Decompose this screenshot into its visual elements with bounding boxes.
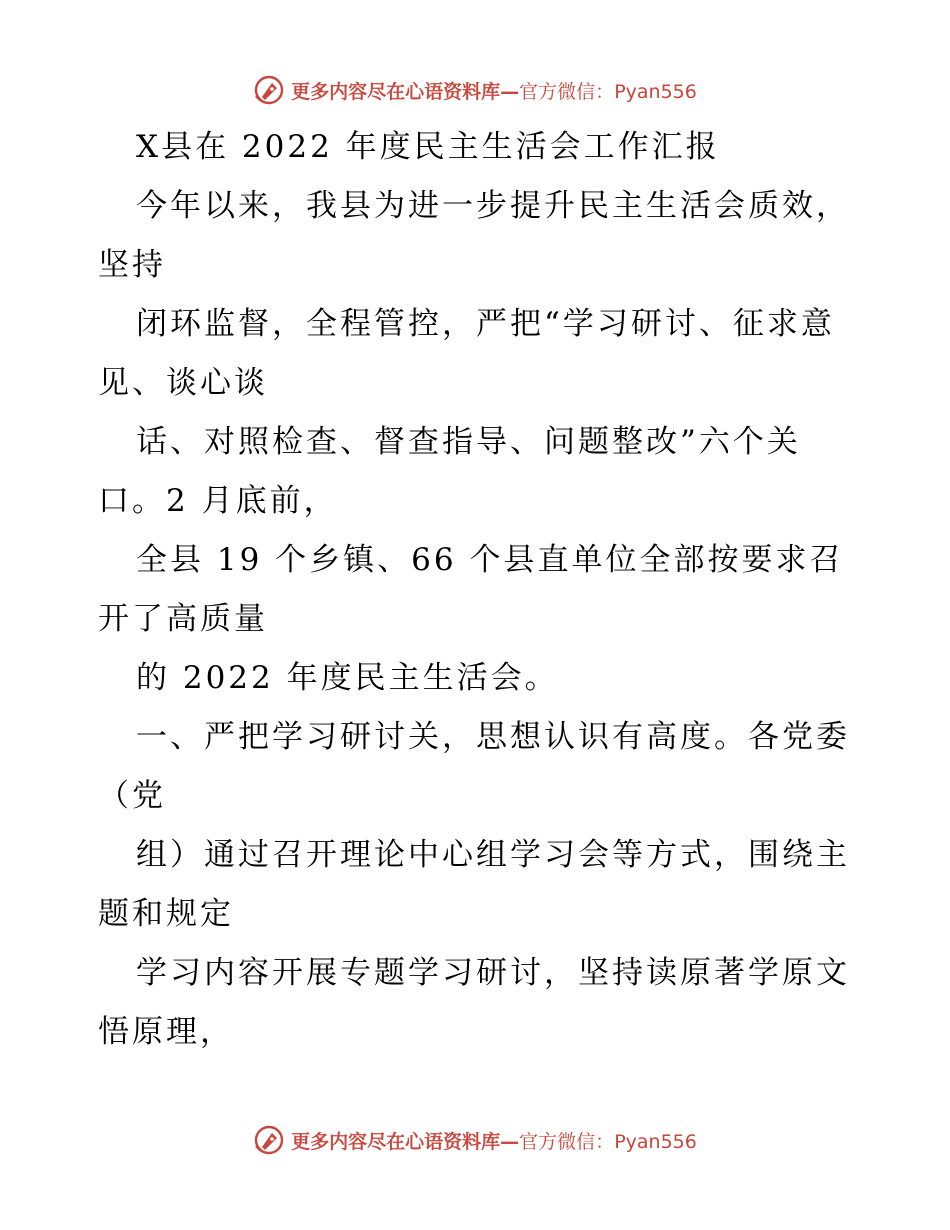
watermark-text: 更多内容尽在心语资料库—官方微信：Pyan556 bbox=[291, 1130, 697, 1153]
paragraph-line: 全县 19 个乡镇、66 个县直单位全部按要求召 bbox=[136, 542, 844, 578]
pen-nib-icon bbox=[253, 1124, 285, 1156]
paragraph-line: 学习内容开展专题学习研讨，坚持读原著学原文 bbox=[136, 955, 850, 991]
footer-watermark bbox=[0, 1120, 950, 1160]
paragraph-line: 的 2022 年度民主生活会。 bbox=[136, 660, 559, 696]
paragraph-line: 题和规定 bbox=[98, 896, 234, 932]
paragraph-line: 今年以来，我县为进一步提升民主生活会质效， bbox=[136, 188, 850, 224]
paragraph-line: 话、对照检查、督查指导、问题整改”六个关 bbox=[136, 424, 801, 460]
pen-nib-icon bbox=[253, 74, 285, 106]
paragraph-line: 坚持 bbox=[98, 247, 166, 283]
header-watermark bbox=[0, 70, 950, 110]
paragraph-line: 口。2 月底前， bbox=[98, 483, 338, 519]
paragraph-line: 悟原理， bbox=[98, 1014, 234, 1050]
section-heading-line: 一、严把学习研讨关，思想认识有高度。各党委 bbox=[136, 719, 850, 755]
paragraph-line: 开了高质量 bbox=[98, 601, 268, 637]
document-title: X县在 2022 年度民主生活会工作汇报 bbox=[136, 129, 720, 165]
watermark-text: 更多内容尽在心语资料库—官方微信：Pyan556 bbox=[291, 80, 697, 103]
watermark-group bbox=[253, 1124, 697, 1156]
watermark-group bbox=[253, 74, 697, 106]
paragraph-line: 闭环监督，全程管控，严把“学习研讨、征求意 bbox=[136, 306, 835, 342]
paragraph-line: 组）通过召开理论中心组学习会等方式，围绕主 bbox=[136, 837, 850, 873]
paragraph-line: 见、谈心谈 bbox=[98, 365, 268, 401]
paragraph-line: （党 bbox=[98, 778, 166, 814]
